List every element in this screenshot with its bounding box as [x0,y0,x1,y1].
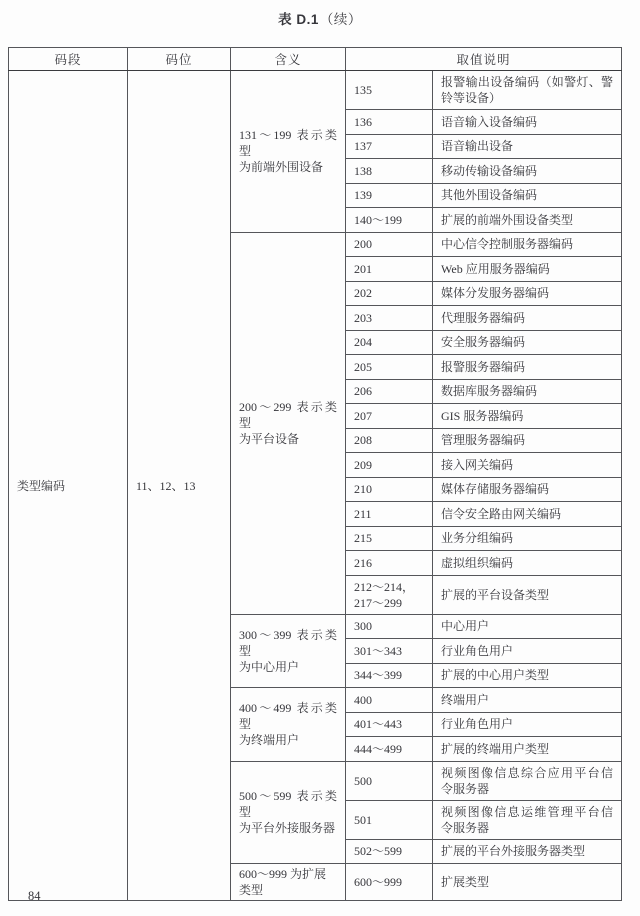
table-row [9,71,622,110]
value-description-cell [433,71,622,110]
value-code-cell [346,453,433,478]
value-description-cell [433,379,622,404]
value-description-cell-line: 扩展的中心用户类型 [441,668,550,683]
value-code-cell-line: 215 [354,531,372,546]
value-code-cell-line: 206 [354,384,372,399]
value-code-cell [346,526,433,551]
value-code-cell [346,208,433,233]
value-code-cell-line: 217～299 [354,595,403,610]
value-code-cell [346,330,433,355]
value-description-cell-line: 语音输出设备 [441,139,514,154]
value-description-cell [433,208,622,233]
value-description-cell [433,551,622,576]
value-code-cell-line: 209 [354,457,372,472]
table-title [0,8,640,28]
value-code-cell-line: 202 [354,286,372,301]
value-description-cell-line: 代理服务器编码 [441,310,526,325]
value-code-cell-line: 211 [354,506,372,521]
value-description-cell-line: Web 应用服务器编码 [441,261,550,276]
value-code-cell [346,737,433,762]
value-description-cell-line: 令服务器 [441,781,490,796]
value-description-cell-line: 安全服务器编码 [441,335,526,350]
value-code-cell-line: 203 [354,310,372,325]
value-code-cell [346,688,433,713]
meaning-cell-line: 为平台设备 [239,432,300,446]
value-code-cell-line: 300 [354,619,372,634]
value-code-cell [346,232,433,257]
meaning-cell-line: 300～399 表示类型 [239,627,337,658]
value-description-cell-line: 行业角色用户 [441,717,514,732]
value-description-cell [433,355,622,380]
value-description-cell-line: 视频图像信息综合应用平台信 [441,765,614,780]
value-code-cell [346,839,433,864]
table-title-label: 表 D.1 [278,12,319,27]
value-description-cell-line: 扩展的平台外接服务器类型 [441,844,586,859]
value-description-cell [433,159,622,184]
value-code-cell-line: 135 [354,83,372,97]
value-description-cell [433,502,622,527]
value-code-cell-line: 204 [354,335,372,350]
code-position-cell: 11、12、13 [128,71,231,901]
header-code-position: 码位 [128,48,231,71]
meaning-cell-line: 131～199 表示类型 [239,128,337,159]
meaning-cell-line: 为平台外接服务器 [239,821,336,836]
value-code-cell-line: 401～443 [354,717,403,732]
code-segment-cell: 类型编码 [9,71,128,901]
value-code-cell [346,575,433,614]
value-code-cell [346,663,433,688]
meaning-cell [231,688,346,762]
meaning-cell-line: 为中心用户 [239,659,300,674]
value-description-cell [433,110,622,135]
value-code-cell [346,614,433,639]
page-number: 84 [28,889,41,903]
value-description-cell-line: 扩展的前端外围设备类型 [441,212,574,227]
code-value-table [8,47,622,901]
value-code-cell [346,404,433,429]
value-code-cell [346,477,433,502]
value-description-cell-line: 行业角色用户 [441,643,514,658]
value-description-cell [433,232,622,257]
value-description-cell-line: 扩展类型 [441,875,490,889]
value-description-cell [433,526,622,551]
table-title-suffix: （续） [319,12,362,27]
value-description-cell-line: 虚拟组织编码 [441,555,514,570]
value-code-cell-line: 344～399 [354,668,403,683]
meaning-cell [231,761,346,864]
value-code-cell-line: 208 [354,433,372,448]
value-description-cell-line: 业务分组编码 [441,531,514,546]
value-code-cell-line: 138 [354,163,372,178]
value-description-cell [433,453,622,478]
value-code-cell [346,183,433,208]
value-description-cell-line: 中心用户 [441,619,490,634]
meaning-cell-line: 为前端外围设备 [239,160,324,175]
value-description-cell-line: 报警输出设备编码（如警灯、警 [441,75,614,89]
value-code-cell-line: 444～499 [354,741,403,756]
value-code-cell [346,134,433,159]
value-code-cell [346,502,433,527]
meaning-cell [231,864,346,901]
value-description-cell-line: 语音输入设备编码 [441,114,538,129]
value-description-cell [433,688,622,713]
value-description-cell-line: 其他外围设备编码 [441,188,538,203]
value-code-cell-line: 301～343 [354,643,403,658]
value-code-cell [346,639,433,664]
value-description-cell-line: 管理服务器编码 [441,433,526,448]
value-code-cell-line: 210 [354,482,372,497]
value-description-cell [433,477,622,502]
value-description-cell [433,257,622,282]
value-description-cell-line: 终端用户 [441,692,490,707]
value-code-cell-line: 216 [354,555,372,570]
value-description-cell [433,663,622,688]
value-code-cell-line: 200 [354,237,372,252]
value-code-cell-line: 400 [354,692,372,707]
table-body [9,71,622,901]
value-description-cell-line: 视频图像信息运维管理平台信 [441,804,614,819]
table-header-row [9,48,622,71]
value-description-cell [433,614,622,639]
value-description-cell-line: 接入网关编码 [441,457,514,472]
value-code-cell [346,379,433,404]
value-description-cell-line: GIS 服务器编码 [441,408,524,423]
value-code-cell [346,159,433,184]
header-value-description: 取值说明 [346,48,622,71]
value-code-cell [346,355,433,380]
value-description-cell-line: 中心信令控制服务器编码 [441,237,574,252]
value-code-cell [346,712,433,737]
value-code-cell [346,428,433,453]
value-description-cell [433,306,622,331]
value-description-cell [433,404,622,429]
value-code-cell-line: 600～999 [354,875,403,889]
value-description-cell-line: 铃等设备） [441,91,502,105]
value-code-cell-line: 139 [354,188,372,203]
value-description-cell [433,330,622,355]
value-description-cell-line: 信令安全路由网关编码 [441,506,562,521]
meaning-cell-line: 200～299 表示类型 [239,400,337,430]
value-description-cell-line: 数据库服务器编码 [441,384,538,399]
value-description-cell-line: 媒体分发服务器编码 [441,286,550,301]
value-description-cell [433,864,622,901]
meaning-cell [231,614,346,688]
value-description-cell-line: 移动传输设备编码 [441,163,538,178]
meaning-cell [231,71,346,233]
value-description-cell-line: 令服务器 [441,820,490,835]
value-description-cell [433,712,622,737]
value-description-cell [433,639,622,664]
value-description-cell [433,737,622,762]
value-code-cell-line: 136 [354,114,372,129]
value-description-cell [433,575,622,614]
value-code-cell-line: 212～214， [354,579,415,594]
meaning-cell-line: 为终端用户 [239,733,300,748]
value-code-cell [346,306,433,331]
header-meaning: 含义 [231,48,346,71]
meaning-cell-line: 500～599 表示类型 [239,789,337,820]
value-code-cell [346,800,433,839]
value-code-cell [346,71,433,110]
header-code-segment: 码段 [9,48,128,71]
value-code-cell [346,110,433,135]
meaning-cell-line: 600～999 为扩展类型 [239,867,327,897]
value-code-cell-line: 140～199 [354,212,403,227]
value-code-cell [346,864,433,901]
meaning-cell-line: 400～499 表示类型 [239,701,337,732]
value-code-cell-line: 207 [354,408,372,423]
table-header [9,48,622,71]
value-description-cell-line: 扩展的平台设备类型 [441,587,550,602]
value-code-cell-line: 205 [354,359,372,374]
value-description-cell [433,134,622,159]
value-code-cell-line: 201 [354,261,372,276]
value-code-cell-line: 501 [354,812,372,827]
value-description-cell-line: 报警服务器编码 [441,359,526,374]
value-description-cell [433,839,622,864]
value-description-cell-line: 媒体存储服务器编码 [441,482,550,497]
value-code-cell [346,761,433,800]
value-description-cell [433,761,622,800]
value-code-cell-line: 502～599 [354,844,403,859]
value-code-cell [346,281,433,306]
value-description-cell [433,183,622,208]
value-description-cell [433,428,622,453]
value-code-cell-line: 137 [354,139,372,154]
value-code-cell-line: 500 [354,773,372,788]
value-description-cell-line: 扩展的终端用户类型 [441,741,550,756]
value-description-cell [433,281,622,306]
value-code-cell [346,257,433,282]
meaning-cell [231,232,346,614]
value-code-cell [346,551,433,576]
value-description-cell [433,800,622,839]
